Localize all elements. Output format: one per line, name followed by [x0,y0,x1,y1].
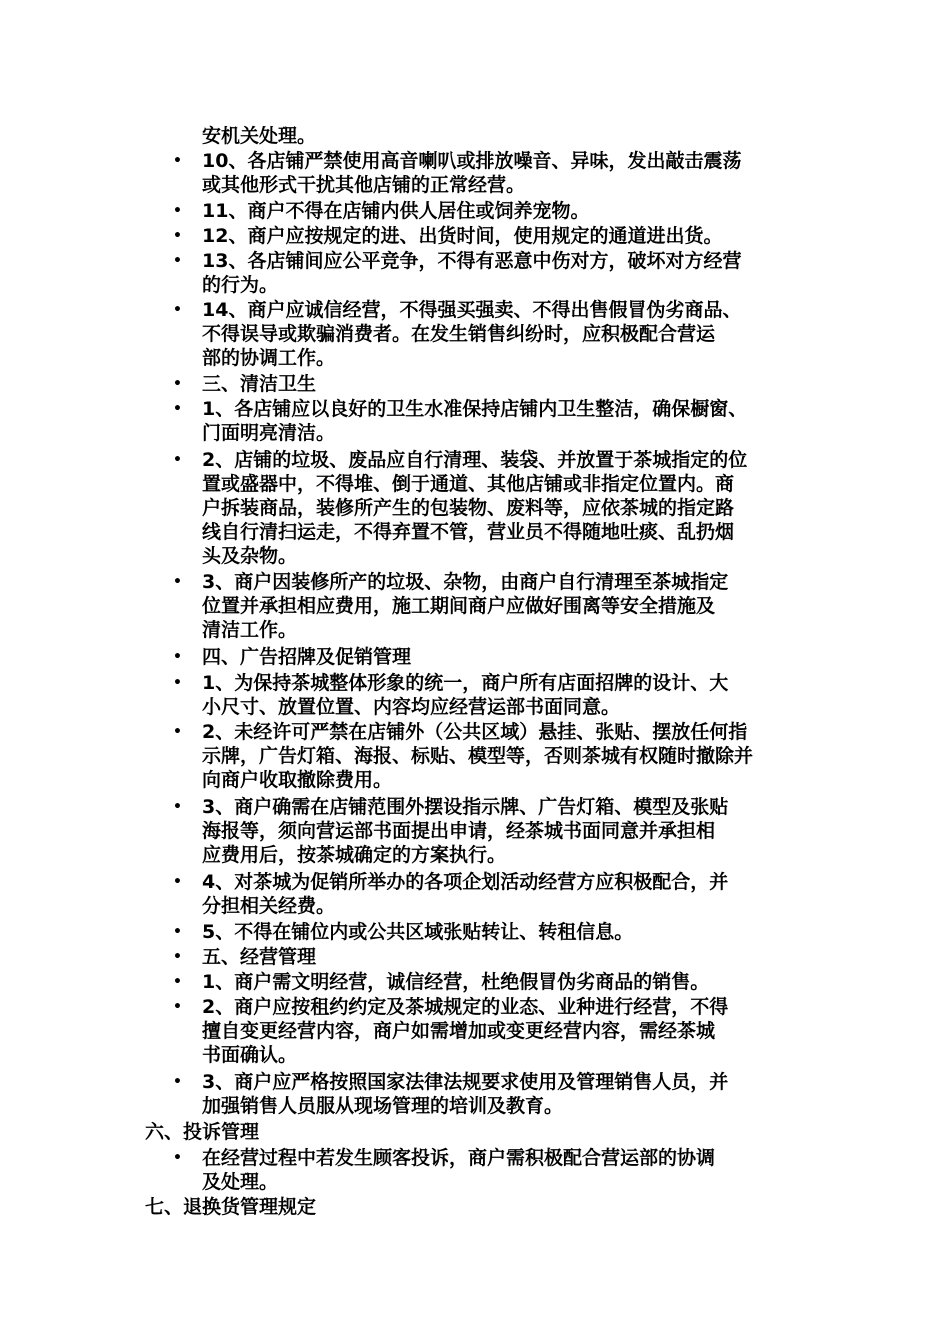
bullet-icon: • [173,401,182,417]
list-item-line: 分担相关经费。 [202,895,336,917]
list-item-line: 不得误导或欺骗消费者。在发生销售纠纷时，应积极配合营运 [202,323,716,345]
list-item-line: 加强销售人员服从现场管理的培训及教育。 [202,1095,564,1117]
bullet-icon: • [173,376,182,392]
list-item-line: 线自行清扫运走，不得弃置不管，营业员不得随地吐痰、乱扔烟 [202,521,735,543]
section-heading: 五、经营管理 [202,946,317,968]
list-item-line: 示牌，广告灯箱、海报、标贴、模型等，否则茶城有权随时撤除并 [202,745,754,767]
section-heading: 三、清洁卫生 [202,373,317,395]
list-item-line: 部的协调工作。 [202,347,336,369]
list-item-line: 1、为保持茶城整体形象的统一，商户所有店面招牌的设计、大 [202,672,729,694]
list-item-line: 1、各店铺应以良好的卫生水准保持店铺内卫生整洁，确保橱窗、 [202,398,748,420]
section-heading: 七、退换货管理规定 [145,1196,317,1218]
list-item-line: 2、商户应按租约约定及茶城规定的业态、业种进行经营，不得 [202,996,729,1018]
list-item-line: 清洁工作。 [202,619,298,641]
bullet-icon: • [173,153,182,169]
list-item-line: 户拆装商品，装修所产生的包装物、废料等，应依茶城的指定路 [202,497,735,519]
list-item-line: 在经营过程中若发生顾客投诉，商户需积极配合营运部的协调 [202,1147,716,1169]
list-item-line: 11、商户不得在店铺内供人居住或饲养宠物。 [202,200,590,222]
section-heading: 六、投诉管理 [145,1121,260,1143]
list-item-line: 3、商户应严格按照国家法律法规要求使用及管理销售人员，并 [202,1071,729,1093]
bullet-icon: • [173,649,182,665]
list-item-line: 13、各店铺间应公平竞争，不得有恶意中伤对方，破坏对方经营 [202,250,742,272]
bullet-icon: • [173,1074,182,1090]
list-item-line: 3、商户因装修所产的垃圾、杂物，由商户自行清理至茶城指定 [202,571,729,593]
list-item-line: 书面确认。 [202,1044,298,1066]
list-item-line: 1、商户需文明经营，诚信经营，杜绝假冒伪劣商品的销售。 [202,971,710,993]
list-item-line: 5、不得在铺位内或公共区域张贴转让、转租信息。 [202,921,634,943]
bullet-icon: • [173,302,182,318]
bullet-icon: • [173,675,182,691]
list-item-line: 14、商户应诚信经营，不得强买强卖、不得出售假冒伪劣商品、 [202,299,742,321]
bullet-icon: • [173,799,182,815]
bullet-icon: • [173,949,182,965]
list-item-line: 头及杂物。 [202,545,298,567]
list-item-line: 3、商户确需在店铺范围外摆设指示牌、广告灯箱、模型及张贴 [202,796,729,818]
list-item-line: 置或盛器中，不得堆、倒于通道、其他店铺或非指定位置内。商 [202,473,735,495]
list-item-line: 及处理。 [202,1171,279,1193]
section-heading: 四、广告招牌及促销管理 [202,646,412,668]
text-line: 安机关处理。 [202,125,317,147]
bullet-icon: • [173,203,182,219]
list-item-line: 擅自变更经营内容，商户如需增加或变更经营内容，需经茶城 [202,1020,716,1042]
list-item-line: 或其他形式干扰其他店铺的正常经营。 [202,174,526,196]
list-item-line: 门面明亮清洁。 [202,422,336,444]
bullet-icon: • [173,228,182,244]
list-item-line: 2、店铺的垃圾、废品应自行清理、装袋、并放置于茶城指定的位 [202,449,748,471]
list-item-line: 12、商户应按规定的进、出货时间，使用规定的通道进出货。 [202,225,723,247]
list-item-line: 位置并承担相应费用，施工期间商户应做好围离等安全措施及 [202,595,716,617]
bullet-icon: • [173,1150,182,1166]
list-item-line: 4、对茶城为促销所举办的各项企划活动经营方应积极配合，并 [202,871,729,893]
list-item-line: 小尺寸、放置位置、内容均应经营运部书面同意。 [202,696,621,718]
list-item-line: 2、未经许可严禁在店铺外（公共区域）悬挂、张贴、摆放任何指 [202,721,748,743]
bullet-icon: • [173,874,182,890]
bullet-icon: • [173,452,182,468]
bullet-icon: • [173,924,182,940]
bullet-icon: • [173,724,182,740]
list-item-line: 向商户收取撤除费用。 [202,769,393,791]
list-item-line: 的行为。 [202,274,279,296]
list-item-line: 应费用后，按茶城确定的方案执行。 [202,844,507,866]
bullet-icon: • [173,574,182,590]
bullet-icon: • [173,999,182,1015]
bullet-icon: • [173,253,182,269]
list-item-line: 10、各店铺严禁使用高音喇叭或排放噪音、异味，发出敲击震荡 [202,150,742,172]
bullet-icon: • [173,974,182,990]
list-item-line: 海报等，须向营运部书面提出申请，经茶城书面同意并承担相 [202,820,716,842]
